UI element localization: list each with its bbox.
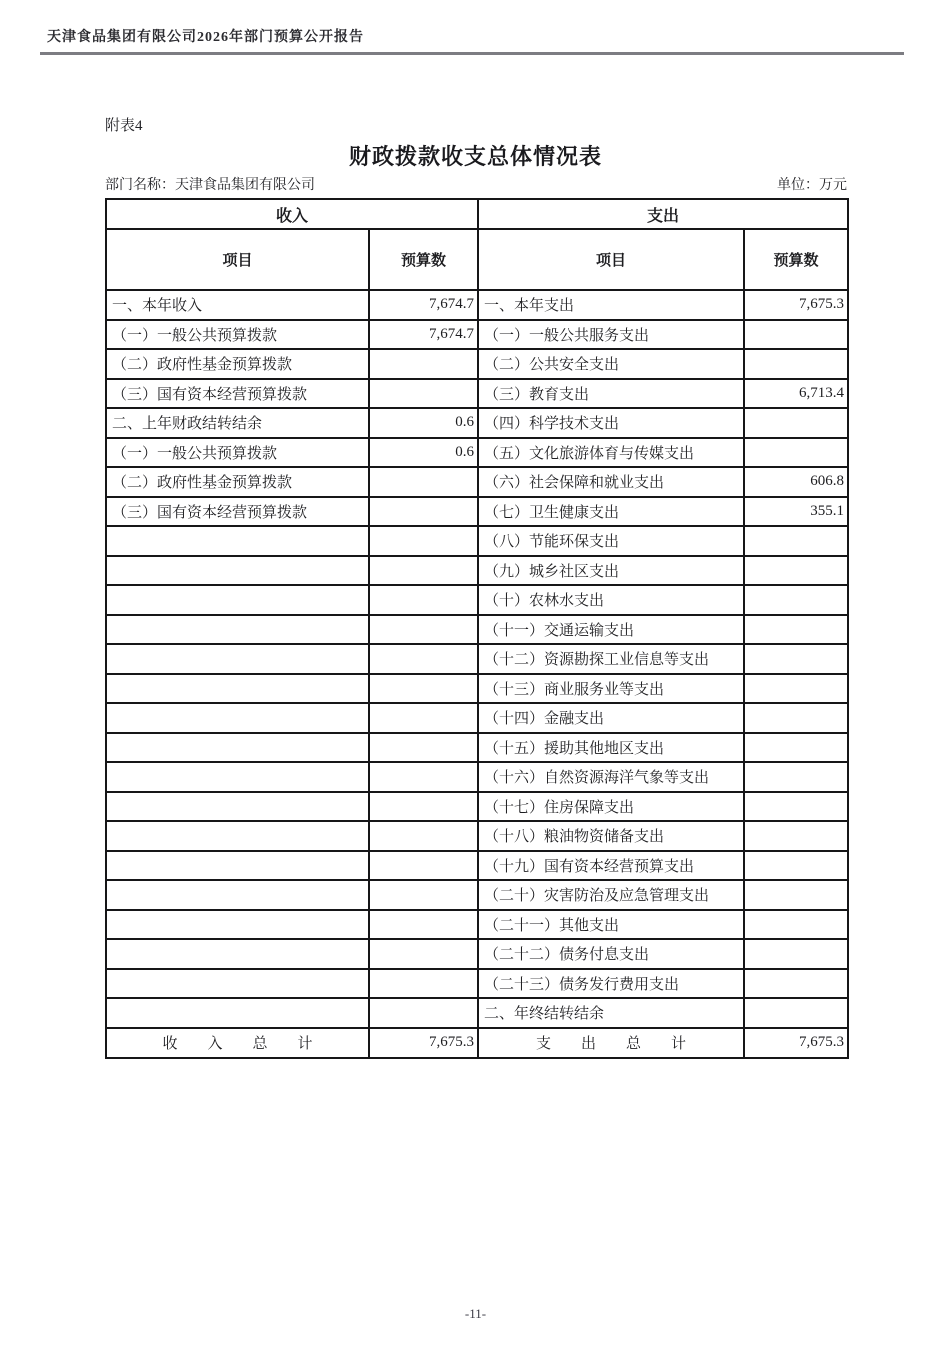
expenditure-budget-cell [744,733,848,763]
expenditure-item-cell: （四）科学技术支出 [478,408,744,438]
table-row [106,290,848,320]
income-item-cell [106,910,369,940]
expenditure-budget-cell [744,998,848,1028]
table-row [106,615,848,645]
budget-table [105,198,849,1059]
income-item-cell [106,615,369,645]
income-item-cell [106,644,369,674]
expenditure-item-cell: （二十二）债务付息支出 [478,939,744,969]
income-item-cell: （一）一般公共预算拨款 [106,438,369,468]
income-budget-cell [369,762,478,792]
income-item-cell [106,526,369,556]
expenditure-item-cell: （十四）金融支出 [478,703,744,733]
expenditure-budget-cell [744,762,848,792]
expenditure-total-label: 支 出 总 计 [478,1028,744,1058]
table-row [106,939,848,969]
table-row [106,438,848,468]
table-row [106,910,848,940]
table-row [106,821,848,851]
income-budget-cell [369,644,478,674]
table-body [106,290,848,1028]
expenditure-budget-cell [744,880,848,910]
income-item-cell [106,556,369,586]
income-budget-cell [369,467,478,497]
income-item-cell [106,674,369,704]
table-row [106,497,848,527]
expenditure-item-cell: （十六）自然资源海洋气象等支出 [478,762,744,792]
expenditure-item-cell: （十八）粮油物资储备支出 [478,821,744,851]
expenditure-budget-cell [744,349,848,379]
table-row [106,320,848,350]
table-row [106,349,848,379]
income-budget-cell [369,674,478,704]
table-row [106,379,848,409]
expenditure-item-cell: （九）城乡社区支出 [478,556,744,586]
expenditure-budget-cell [744,910,848,940]
attachment-label: 附表4 [105,118,143,134]
expenditure-budget-cell: 355.1 [744,497,848,527]
expenditure-budget-cell: 7,675.3 [744,290,848,320]
expenditure-budget-cell: 6,713.4 [744,379,848,409]
income-budget-cell: 7,674.7 [369,290,478,320]
expenditure-budget-cell [744,792,848,822]
table-row [106,674,848,704]
table-row [106,969,848,999]
income-budget-cell [369,556,478,586]
income-item-column-header: 项目 [106,229,369,290]
expenditure-section-header: 支出 [478,199,848,229]
expenditure-budget-cell [744,644,848,674]
table-row [106,703,848,733]
table-row [106,733,848,763]
expenditure-budget-cell [744,969,848,999]
income-budget-cell [369,910,478,940]
income-item-cell: 二、上年财政结转结余 [106,408,369,438]
section-header-row [106,199,848,229]
income-item-cell [106,792,369,822]
expenditure-budget-cell [744,615,848,645]
column-header-row [106,229,848,290]
income-budget-cell [369,733,478,763]
income-budget-cell: 7,674.7 [369,320,478,350]
income-budget-cell [369,497,478,527]
expenditure-budget-cell [744,320,848,350]
expenditure-item-cell: （十三）商业服务业等支出 [478,674,744,704]
income-budget-cell [369,349,478,379]
expenditure-item-cell: （六）社会保障和就业支出 [478,467,744,497]
income-budget-cell [369,526,478,556]
expenditure-item-cell: （十二）资源勘探工业信息等支出 [478,644,744,674]
expenditure-item-cell: （二十三）债务发行费用支出 [478,969,744,999]
totals-row [106,1028,848,1058]
income-item-cell: （一）一般公共预算拨款 [106,320,369,350]
expenditure-item-cell: （二）公共安全支出 [478,349,744,379]
income-budget-cell [369,615,478,645]
income-budget-cell [369,880,478,910]
expenditure-budget-column-header: 预算数 [744,229,848,290]
income-item-cell [106,880,369,910]
expenditure-item-cell: （十）农林水支出 [478,585,744,615]
income-total-value: 7,675.3 [369,1028,478,1058]
document-title: 财政拨款收支总体情况表 [348,144,602,169]
expenditure-budget-cell [744,585,848,615]
expenditure-item-cell: （十一）交通运输支出 [478,615,744,645]
expenditure-item-cell: 一、本年支出 [478,290,744,320]
expenditure-budget-cell [744,821,848,851]
expenditure-budget-cell [744,851,848,881]
income-budget-cell [369,939,478,969]
expenditure-budget-cell [744,674,848,704]
income-item-cell [106,733,369,763]
expenditure-item-cell: （十七）住房保障支出 [478,792,744,822]
expenditure-budget-cell [744,939,848,969]
table-row [106,792,848,822]
income-budget-cell [369,821,478,851]
expenditure-budget-cell [744,438,848,468]
income-item-cell [106,969,369,999]
expenditure-total-value: 7,675.3 [744,1028,848,1058]
table-meta-row [105,174,847,194]
table-row [106,408,848,438]
expenditure-item-cell: （二十一）其他支出 [478,910,744,940]
income-budget-cell [369,851,478,881]
income-item-cell [106,939,369,969]
expenditure-budget-cell [744,408,848,438]
expenditure-item-cell: （七）卫生健康支出 [478,497,744,527]
unit-label: 单位：万元 [777,178,847,193]
expenditure-budget-cell [744,703,848,733]
income-budget-cell [369,379,478,409]
income-budget-cell [369,585,478,615]
expenditure-item-cell: （五）文化旅游体育与传媒支出 [478,438,744,468]
income-item-cell: （二）政府性基金预算拨款 [106,349,369,379]
income-item-cell [106,585,369,615]
income-section-header: 收入 [106,199,478,229]
table-row [106,851,848,881]
income-item-cell [106,998,369,1028]
table-header [106,199,848,290]
expenditure-item-cell: （一）一般公共服务支出 [478,320,744,350]
page-number: -11- [464,1306,487,1321]
table-row [106,644,848,674]
expenditure-budget-cell: 606.8 [744,467,848,497]
income-budget-cell [369,998,478,1028]
income-budget-cell: 0.6 [369,408,478,438]
table-row [106,585,848,615]
income-item-cell: （三）国有资本经营预算拨款 [106,497,369,527]
income-total-label: 收 入 总 计 [106,1028,369,1058]
header-divider [40,52,904,55]
expenditure-budget-cell [744,526,848,556]
expenditure-item-cell: （三）教育支出 [478,379,744,409]
income-item-cell [106,851,369,881]
table-row [106,880,848,910]
income-item-cell: （二）政府性基金预算拨款 [106,467,369,497]
income-budget-cell [369,969,478,999]
income-item-cell [106,821,369,851]
expenditure-item-cell: （二十）灾害防治及应急管理支出 [478,880,744,910]
table-totals [106,1028,848,1058]
table-row [106,556,848,586]
expenditure-budget-cell [744,556,848,586]
table-row [106,467,848,497]
department-name-label: 部门名称：天津食品集团有限公司 [105,178,315,193]
income-item-cell [106,762,369,792]
table-row [106,526,848,556]
expenditure-item-cell: （十九）国有资本经营预算支出 [478,851,744,881]
table-row [106,762,848,792]
expenditure-item-column-header: 项目 [478,229,744,290]
expenditure-item-cell: 二、年终结转结余 [478,998,744,1028]
income-item-cell: 一、本年收入 [106,290,369,320]
income-budget-cell [369,792,478,822]
expenditure-item-cell: （八）节能环保支出 [478,526,744,556]
income-budget-cell: 0.6 [369,438,478,468]
report-header-title: 天津食品集团有限公司2026年部门预算公开报告 [47,30,364,45]
expenditure-item-cell: （十五）援助其他地区支出 [478,733,744,763]
income-budget-column-header: 预算数 [369,229,478,290]
income-item-cell [106,703,369,733]
income-budget-cell [369,703,478,733]
table-row [106,998,848,1028]
income-item-cell: （三）国有资本经营预算拨款 [106,379,369,409]
